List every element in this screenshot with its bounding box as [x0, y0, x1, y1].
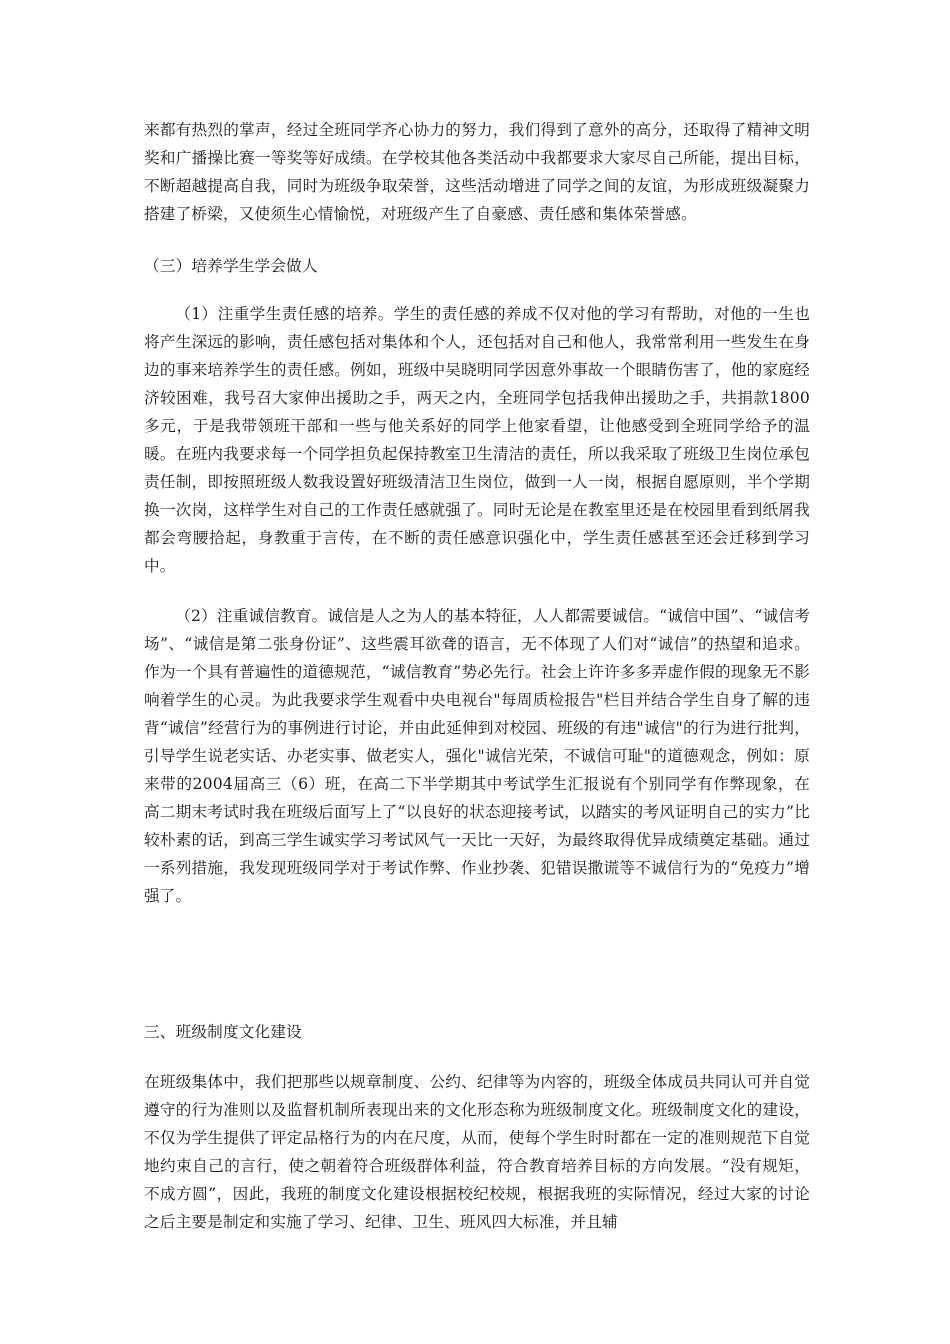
paragraph-integrity: （2）注重诚信教育。诚信是人之为人的基本特征，人人都需要诚信。“诚信中国”、“诚信考场”、“诚信是第二张身份证”、这些震耳欲聋的语言，无不体现了人们对“诚信”的热望和追求。作为一个具有普遍性的道德规范，“诚信教育”势必先行。社会上许许多多弄虚作假的现象无不影响着学生的心灵。为此我要求学生观看中央电视台"每周质检报告"栏目并结合学生自身了解的违背“诚信”经营行为的事例进行讨论，并由此延伸到对校园、班级的有违"诚信"的行为进行批判，引导学生说老实话、办老实事、做老实人，强化"诚信光荣，不诚信可耻"的道德观念，例如：原来带的2004届高三（6）班，在高二下半学期其中考试学生汇报说有个别同学有作弊现象，在高二期末考试时我在班级后面写上了“以良好的状态迎接考试，以踏实的考风证明自己的实力”比较朴素的话，到高三学生诚实学习考试风气一天比一天好，为最终取得优异成绩奠定基础。通过一系列措施，我发现班级同学对于考试作弊、作业抄袭、犯错误撒谎等不诚信行为的“免疫力”增强了。	[144, 607, 810, 905]
section-heading-class-system-culture: 三、班级制度文化建设	[144, 1023, 302, 1041]
subheading-cultivate-students: （三）培养学生学会做人	[144, 257, 318, 275]
paragraph-continuation: 来都有热烈的掌声，经过全班同学齐心协力的努力，我们得到了意外的高分，还取得了精神文明奖和广播操比赛一等奖等好成绩。在学校其他各类活动中我都要求大家尽自己所能，提出目标，不断超越提高自我，同时为班级争取荣誉，这些活动增进了同学之间的友谊，为形成班级凝聚力搭建了桥梁，又使须生心情愉悦，对班级产生了自豪感、责任感和集体荣誉感。	[144, 121, 810, 223]
paragraph-class-system-culture: 在班级集体中，我们把那些以规章制度、公约、纪律等为内容的，班级全体成员共同认可并自觉遵守的行为准则以及监督机制所表现出来的文化形态称为班级制度文化。班级制度文化的建设，不仅为学生提供了评定品格行为的内在尺度，从而，使每个学生时时都在一定的准则规范下自觉地约束自己的言行，使之朝着符合班级群体利益，符合教育培养目标的方向发展。“没有规矩，不成方圆”，因此，我班的制度文化建设根据校纪校规，根据我班的实际情况，经过大家的讨论之后主要是制定和实施了学习、纪律、卫生、班风四大标准，并且辅	[144, 1073, 810, 1231]
paragraph-responsibility: （1）注重学生责任感的培养。学生的责任感的养成不仅对他的学习有帮助，对他的一生也将产生深远的影响，责任感包括对集体和个人，还包括对自己和他人，我常常利用一些发生在身边的事来培养学生的责任感。例如，班级中吴晓明同学因意外事故一个眼睛伤害了，他的家庭经济较困难，我号召大家伸出援助之手，两天之内，全班同学包括我伸出援助之手，共捐款1800多元，于是我带领班干部和一些与他关系好的同学上他家看望，让他感受到全班同学给予的温暖。在班内我要求每一个同学担负起保持教室卫生清洁的责任，所以我采取了班级卫生岗位承包责任制，即按照班级人数我设置好班级清洁卫生岗位，做到一人一岗，根据自愿原则，半个学期换一次岗，这样学生对自己的工作责任感就强了。同时无论是在教室里还是在校园里看到纸屑我都会弯腰拾起，身教重于言传，在不断的责任感意识强化中，学生责任感甚至还会迁移到学习中。	[144, 305, 810, 575]
document-body	[144, 116, 810, 1236]
